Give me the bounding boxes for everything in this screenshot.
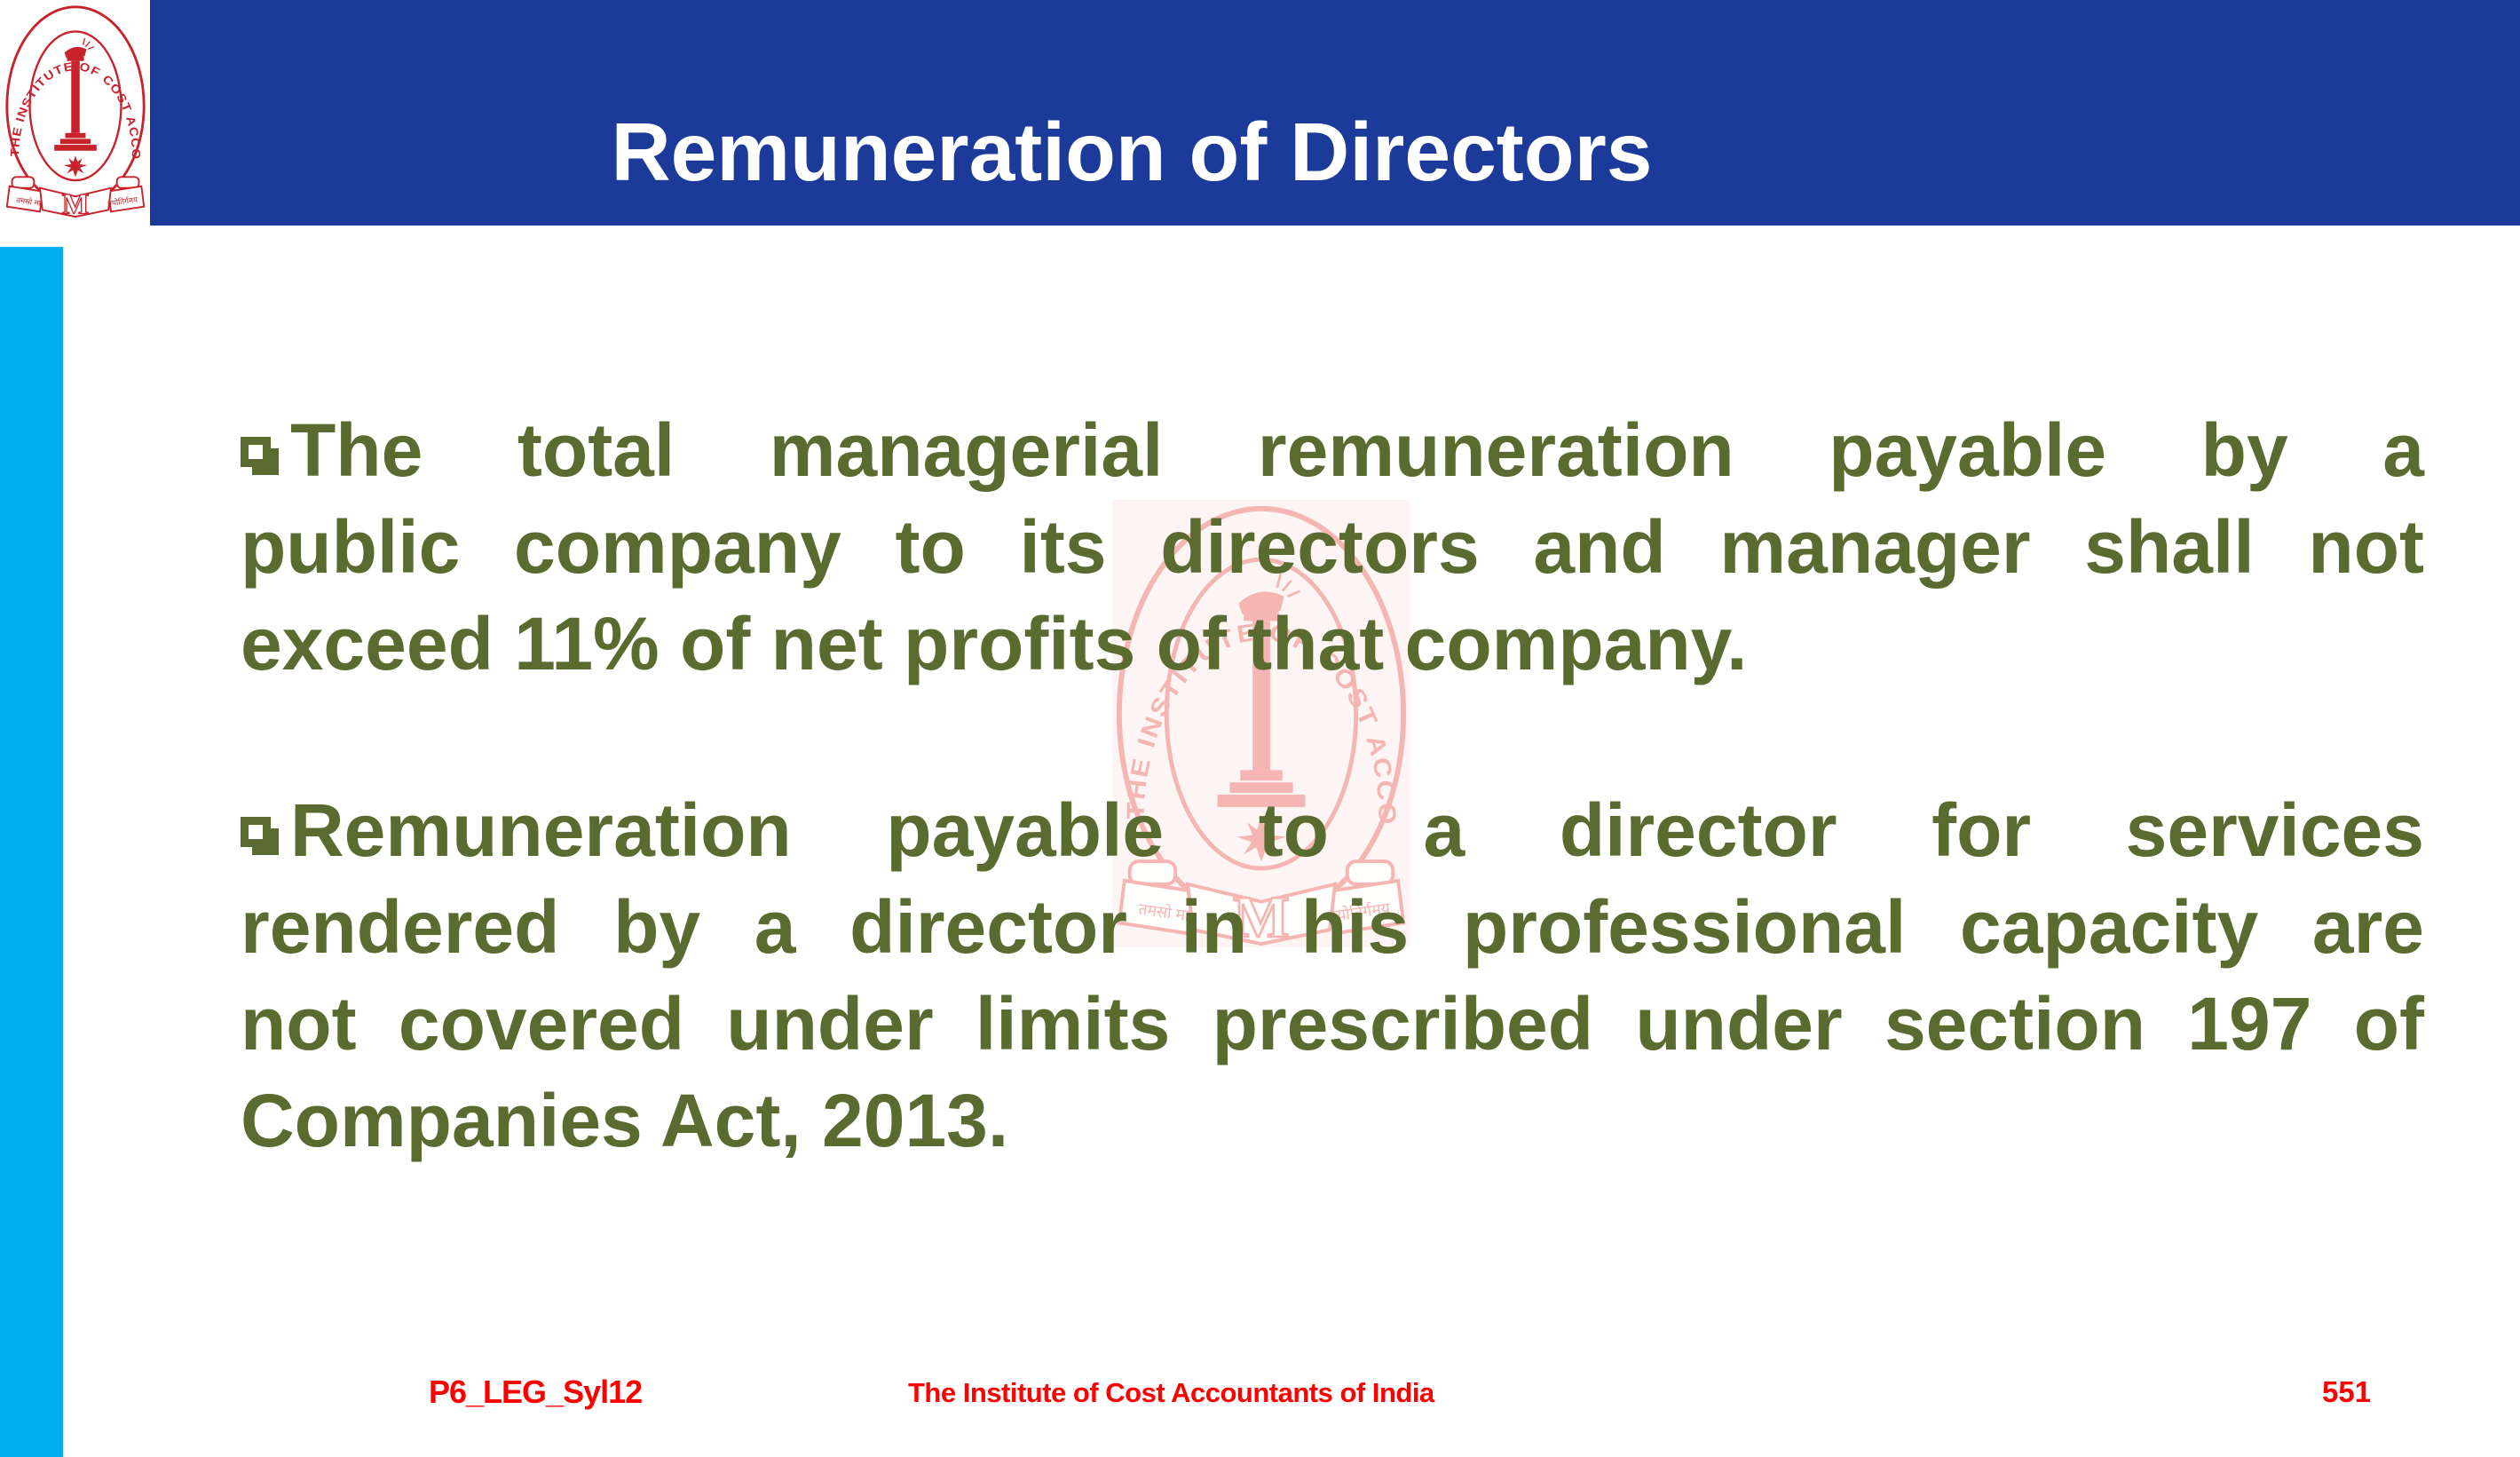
body-line [241, 499, 2424, 596]
body-line-text: exceed 11% of net profits of that company. [241, 602, 1748, 685]
body-line-text: Remuneration payable to a director for services [290, 788, 2424, 872]
body-line-text: Companies Act, 2013. [241, 1079, 1009, 1162]
slide-title: Remuneration of Directors [611, 106, 1653, 198]
body-line-text: not covered under limits prescribed under section 197 of [241, 982, 2424, 1065]
left-accent-stripe [0, 247, 63, 1457]
institute-logo [4, 3, 147, 218]
body-line [241, 879, 2424, 976]
body-line-text: rendered by a director in his professional capacity are [241, 885, 2424, 969]
body-line [241, 402, 2424, 499]
body-line-text: public company to its directors and manager shall not [241, 505, 2424, 589]
body-line [241, 976, 2424, 1073]
bullet-paragraph [241, 402, 2424, 693]
checkbox-bullet-icon [241, 817, 271, 847]
body-text [241, 402, 2424, 1169]
footer-page-number: 551 [2322, 1375, 2372, 1408]
checkbox-bullet-icon [241, 437, 271, 467]
institute-logo-box [0, 0, 150, 226]
body-line-text: The total managerial remuneration payable by a [290, 408, 2424, 492]
header-bar [0, 0, 2520, 226]
footer-institute-name: The Institute of Cost Accountants of India [908, 1377, 1434, 1408]
body-line [241, 1073, 2424, 1169]
body-line [241, 782, 2424, 879]
footer-course-code: P6_LEG_Syl12 [429, 1374, 643, 1410]
body-line [241, 596, 2424, 693]
bullet-paragraph [241, 782, 2424, 1169]
